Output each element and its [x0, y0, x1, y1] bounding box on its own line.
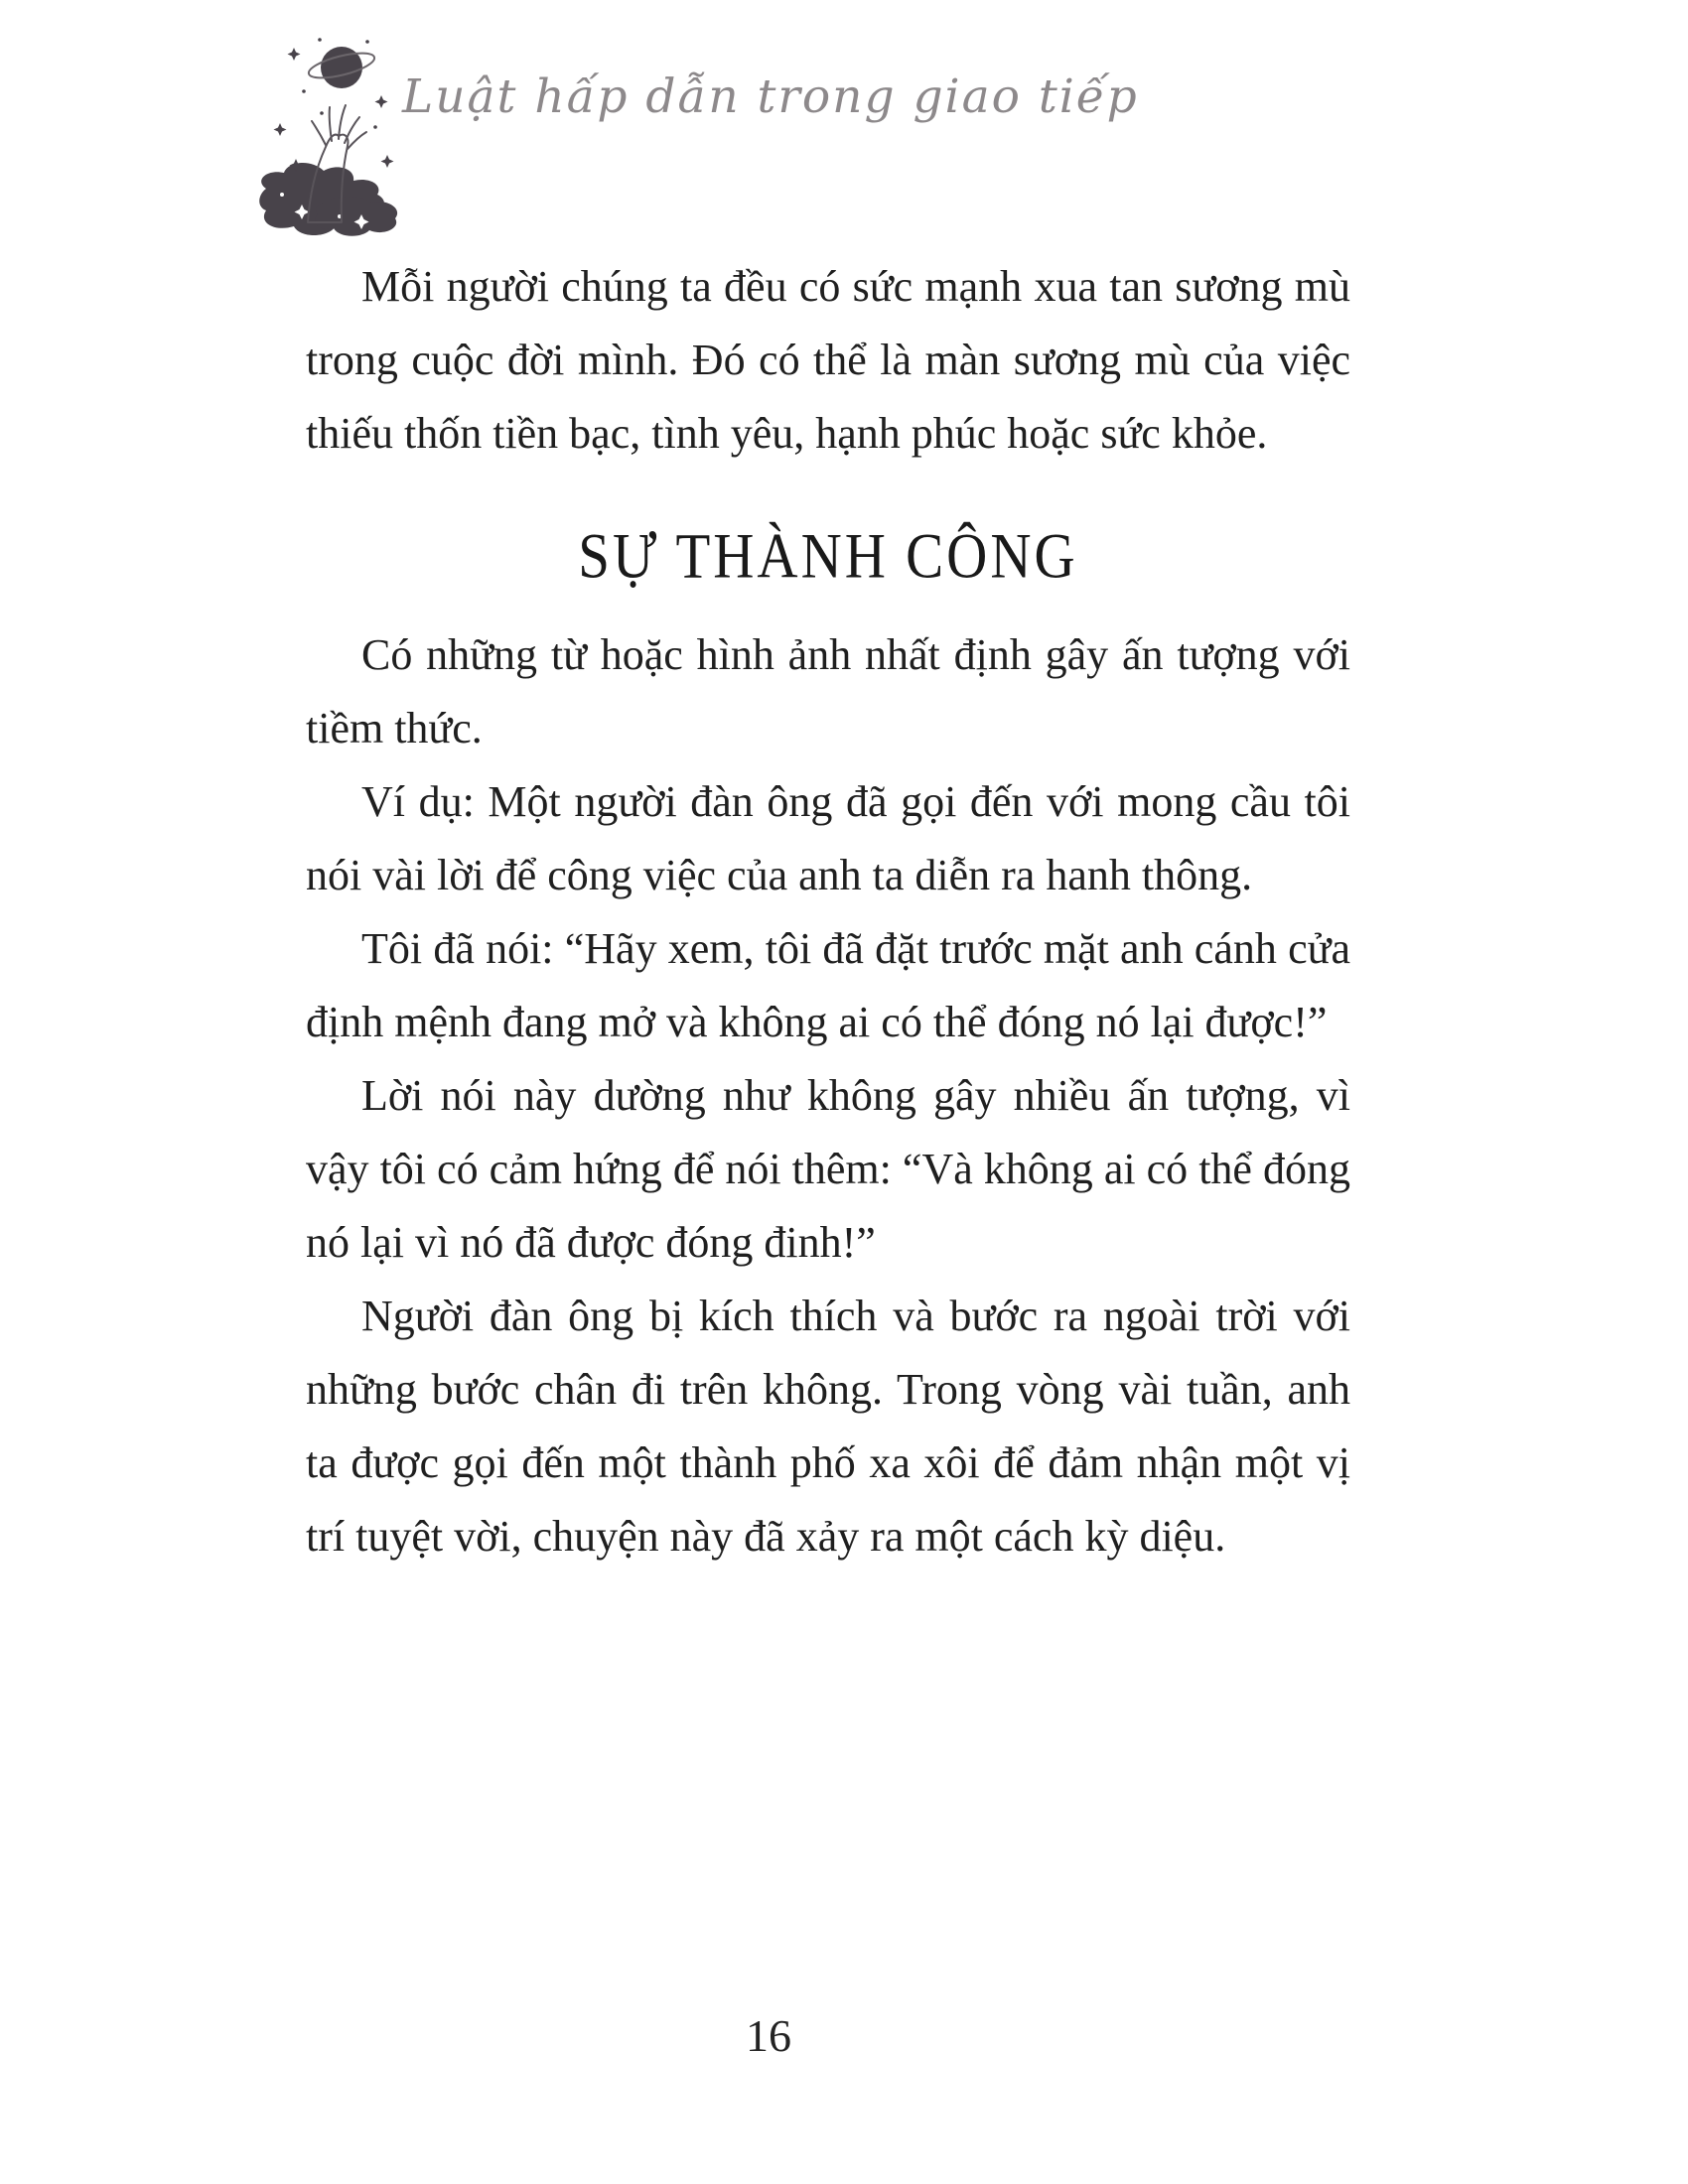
paragraph: Ví dụ: Một người đàn ông đã gọi đến với mong cầu tôi nói vài lời để công việc của anh ta diễn ra hanh thông. [306, 777, 1350, 899]
section-heading-text: SỰ THÀNH CÔNG [578, 520, 1078, 593]
page-number: 16 [746, 2010, 791, 2061]
hand-tossing-planet-icon [236, 28, 415, 236]
text-column [306, 250, 1350, 1573]
running-header-title: Luật hấp dẫn trong giao tiếp [402, 69, 1139, 124]
paragraph: Tôi đã nói: “Hãy xem, tôi đã đặt trước mặt anh cánh cửa định mệnh đang mở và không ai có thể đóng nó lại được!” [306, 924, 1350, 1046]
paragraph: Mỗi người chúng ta đều có sức mạnh xua tan sương mù trong cuộc đời mình. Đó có thể là màn sương mù của việc thiếu thốn tiền bạc, tình yêu, hạnh phúc hoặc sức khỏe. [306, 262, 1350, 458]
paragraph: Có những từ hoặc hình ảnh nhất định gây ấn tượng với tiềm thức. [306, 630, 1350, 752]
paragraph: Người đàn ông bị kích thích và bước ra ngoài trời với những bước chân đi trên không. Trong vòng vài tuần, anh ta được gọi đến một thành phố xa xôi để đảm nhận một vị trí tuyệt vời, chuyện này đã xảy ra một cách kỳ diệu. [306, 1292, 1350, 1561]
paragraph: Lời nói này dường như không gây nhiều ấn tượng, vì vậy tôi có cảm hứng để nói thêm: “Và không ai có thể đóng nó lại vì nó đã được đóng đinh!” [306, 1071, 1350, 1267]
section-heading [306, 520, 1350, 593]
